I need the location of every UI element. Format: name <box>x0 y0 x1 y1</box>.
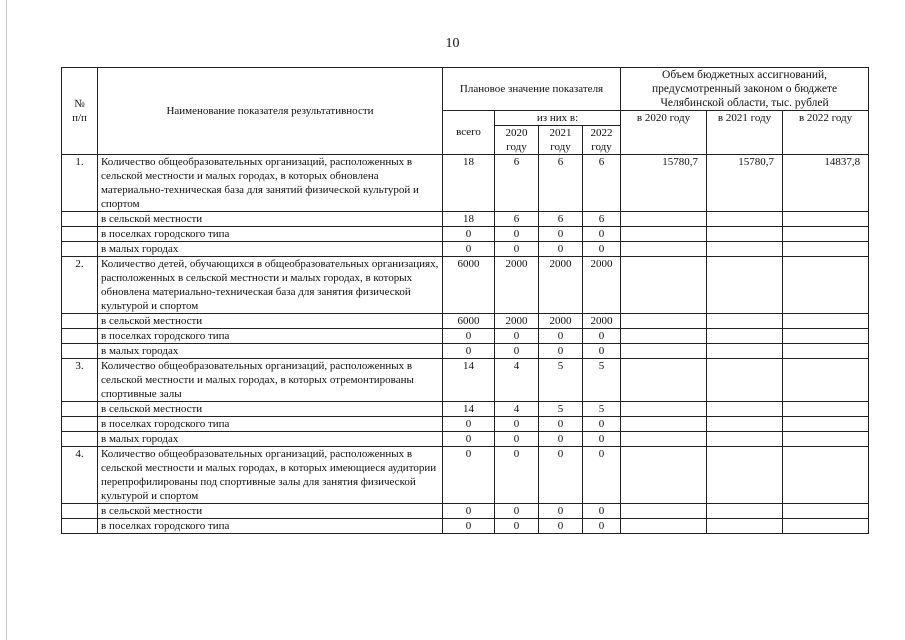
value-2022-cell: 6 <box>583 155 621 212</box>
budget-2021-cell <box>707 329 783 344</box>
total-cell: 0 <box>443 432 495 447</box>
budget-2022-cell <box>783 417 869 432</box>
row-number-cell <box>62 519 98 534</box>
value-2020-cell: 2000 <box>495 314 539 329</box>
header-budget-2020: в 2020 году <box>621 111 707 155</box>
value-2020-cell: 0 <box>495 329 539 344</box>
budget-2022-cell <box>783 359 869 402</box>
value-2021-cell: 0 <box>539 432 583 447</box>
value-2022-cell: 0 <box>583 417 621 432</box>
budget-2020-cell <box>621 314 707 329</box>
indicator-row <box>62 359 869 402</box>
budget-2020-cell <box>621 242 707 257</box>
header-budget-2021: в 2021 году <box>707 111 783 155</box>
row-name-cell: Количество детей, обучающихся в общеобразовательных организациях, расположенных в сельской местности и малых городах, в которых обновлена материально-техническая база для занятия физической культурой и спортом <box>98 257 443 314</box>
value-2022-cell: 0 <box>583 447 621 504</box>
budget-2020-cell <box>621 504 707 519</box>
value-2021-cell: 0 <box>539 504 583 519</box>
indicator-subrow <box>62 504 869 519</box>
value-2022-cell: 0 <box>583 227 621 242</box>
indicator-subrow <box>62 402 869 417</box>
budget-2022-cell <box>783 242 869 257</box>
value-2021-cell: 2000 <box>539 314 583 329</box>
budget-2020-cell <box>621 417 707 432</box>
budget-2021-cell <box>707 344 783 359</box>
header-number: № п/п <box>62 68 98 155</box>
budget-2021-cell <box>707 447 783 504</box>
budget-2021-cell <box>707 227 783 242</box>
row-number-cell: 3. <box>62 359 98 402</box>
indicator-subrow <box>62 432 869 447</box>
value-2022-cell: 6 <box>583 212 621 227</box>
value-2020-cell: 6 <box>495 212 539 227</box>
row-name-cell: в сельской местности <box>98 314 443 329</box>
budget-2022-cell <box>783 212 869 227</box>
budget-2022-cell <box>783 314 869 329</box>
row-name-cell: в малых городах <box>98 344 443 359</box>
budget-2022-cell <box>783 344 869 359</box>
header-year-2022: 2022 году <box>583 126 621 155</box>
row-name-cell: в поселках городского типа <box>98 329 443 344</box>
budget-2022-cell <box>783 519 869 534</box>
indicator-subrow <box>62 417 869 432</box>
budget-2020-cell <box>621 402 707 417</box>
budget-2022-cell <box>783 402 869 417</box>
budget-2021-cell <box>707 519 783 534</box>
total-cell: 0 <box>443 344 495 359</box>
row-name-cell: в сельской местности <box>98 212 443 227</box>
indicator-subrow <box>62 344 869 359</box>
budget-2020-cell <box>621 519 707 534</box>
budget-2020-cell <box>621 257 707 314</box>
total-cell: 0 <box>443 417 495 432</box>
budget-2021-cell <box>707 504 783 519</box>
budget-2020-cell <box>621 344 707 359</box>
row-number-cell <box>62 344 98 359</box>
budget-2020-cell <box>621 227 707 242</box>
value-2022-cell: 0 <box>583 432 621 447</box>
value-2020-cell: 6 <box>495 155 539 212</box>
header-year-2021: 2021 году <box>539 126 583 155</box>
row-number-cell <box>62 417 98 432</box>
total-cell: 0 <box>443 227 495 242</box>
header-budget: Объем бюджетных ассигнований, предусмотренный законом о бюджете Челябинской области, тыс. рублей <box>621 68 869 111</box>
budget-2021-cell <box>707 314 783 329</box>
budget-2021-cell <box>707 432 783 447</box>
budget-2022-cell: 14837,8 <box>783 155 869 212</box>
total-cell: 18 <box>443 212 495 227</box>
indicator-subrow <box>62 212 869 227</box>
indicator-row <box>62 447 869 504</box>
total-cell: 14 <box>443 359 495 402</box>
row-name-cell: Количество общеобразовательных организаций, расположенных в сельской местности и малых городах, в которых обновлена материально-техническая база для занятий физической культурой и спортом <box>98 155 443 212</box>
row-name-cell: в поселках городского типа <box>98 227 443 242</box>
budget-2020-cell <box>621 359 707 402</box>
budget-2021-cell: 15780,7 <box>707 155 783 212</box>
budget-2021-cell <box>707 402 783 417</box>
row-name-cell: в поселках городского типа <box>98 417 443 432</box>
budget-2021-cell <box>707 212 783 227</box>
value-2020-cell: 0 <box>495 227 539 242</box>
header-year-2020: 2020 году <box>495 126 539 155</box>
row-number-cell <box>62 227 98 242</box>
value-2022-cell: 0 <box>583 329 621 344</box>
budget-2020-cell <box>621 432 707 447</box>
value-2022-cell: 0 <box>583 519 621 534</box>
total-cell: 0 <box>443 329 495 344</box>
page-number: 10 <box>445 36 460 51</box>
value-2021-cell: 6 <box>539 155 583 212</box>
value-2021-cell: 0 <box>539 344 583 359</box>
value-2022-cell: 0 <box>583 504 621 519</box>
total-cell: 0 <box>443 242 495 257</box>
value-2020-cell: 4 <box>495 402 539 417</box>
budget-2020-cell <box>621 447 707 504</box>
value-2021-cell: 0 <box>539 329 583 344</box>
value-2021-cell: 5 <box>539 402 583 417</box>
value-2021-cell: 6 <box>539 212 583 227</box>
value-2020-cell: 0 <box>495 519 539 534</box>
budget-2021-cell <box>707 257 783 314</box>
row-name-cell: в малых городах <box>98 242 443 257</box>
indicator-subrow <box>62 242 869 257</box>
value-2022-cell: 0 <box>583 242 621 257</box>
total-cell: 0 <box>443 504 495 519</box>
row-number-cell <box>62 242 98 257</box>
value-2020-cell: 0 <box>495 242 539 257</box>
value-2021-cell: 0 <box>539 227 583 242</box>
value-2020-cell: 0 <box>495 344 539 359</box>
budget-2020-cell: 15780,7 <box>621 155 707 212</box>
budget-2021-cell <box>707 417 783 432</box>
row-number-cell: 4. <box>62 447 98 504</box>
value-2022-cell: 5 <box>583 402 621 417</box>
budget-2021-cell <box>707 359 783 402</box>
total-cell: 6000 <box>443 314 495 329</box>
page-edge-line <box>6 0 7 640</box>
budget-2022-cell <box>783 432 869 447</box>
row-name-cell: в сельской местности <box>98 504 443 519</box>
row-number-cell <box>62 432 98 447</box>
value-2022-cell: 2000 <box>583 314 621 329</box>
indicator-subrow <box>62 227 869 242</box>
budget-2020-cell <box>621 212 707 227</box>
budget-2022-cell <box>783 227 869 242</box>
value-2022-cell: 0 <box>583 344 621 359</box>
budget-2021-cell <box>707 242 783 257</box>
row-number-cell: 1. <box>62 155 98 212</box>
value-2021-cell: 0 <box>539 242 583 257</box>
row-number-cell <box>62 212 98 227</box>
value-2020-cell: 2000 <box>495 257 539 314</box>
header-planned-value: Плановое значение показателя <box>443 68 621 111</box>
value-2020-cell: 0 <box>495 432 539 447</box>
header-of-them: из них в: <box>495 111 621 126</box>
value-2020-cell: 0 <box>495 447 539 504</box>
indicator-subrow <box>62 519 869 534</box>
indicator-subrow <box>62 329 869 344</box>
total-cell: 6000 <box>443 257 495 314</box>
header-indicator-name: Наименование показателя результативности <box>98 68 443 155</box>
budget-2022-cell <box>783 257 869 314</box>
row-name-cell: в сельской местности <box>98 402 443 417</box>
indicator-row <box>62 257 869 314</box>
value-2022-cell: 5 <box>583 359 621 402</box>
row-number-cell <box>62 314 98 329</box>
row-name-cell: Количество общеобразовательных организаций, расположенных в сельской местности и малых городах, в которых отремонтированы спортивные залы <box>98 359 443 402</box>
value-2021-cell: 0 <box>539 447 583 504</box>
budget-2022-cell <box>783 329 869 344</box>
budget-2022-cell <box>783 504 869 519</box>
total-cell: 18 <box>443 155 495 212</box>
value-2021-cell: 0 <box>539 519 583 534</box>
header-budget-2022: в 2022 году <box>783 111 869 155</box>
total-cell: 14 <box>443 402 495 417</box>
value-2021-cell: 2000 <box>539 257 583 314</box>
row-number-cell <box>62 402 98 417</box>
value-2020-cell: 4 <box>495 359 539 402</box>
value-2020-cell: 0 <box>495 417 539 432</box>
value-2020-cell: 0 <box>495 504 539 519</box>
budget-2020-cell <box>621 329 707 344</box>
indicator-row <box>62 155 869 212</box>
budget-2022-cell <box>783 447 869 504</box>
row-name-cell: в поселках городского типа <box>98 519 443 534</box>
row-number-cell: 2. <box>62 257 98 314</box>
total-cell: 0 <box>443 519 495 534</box>
indicator-subrow <box>62 314 869 329</box>
row-name-cell: в малых городах <box>98 432 443 447</box>
value-2021-cell: 5 <box>539 359 583 402</box>
row-name-cell: Количество общеобразовательных организаций, расположенных в сельской местности и малых городах, в которых имеющиеся аудитории перепрофилированы под спортивные залы для занятия физической культурой и спортом <box>98 447 443 504</box>
indicators-table <box>61 67 869 534</box>
row-number-cell <box>62 504 98 519</box>
total-cell: 0 <box>443 447 495 504</box>
header-total: всего <box>443 111 495 155</box>
row-number-cell <box>62 329 98 344</box>
value-2021-cell: 0 <box>539 417 583 432</box>
value-2022-cell: 2000 <box>583 257 621 314</box>
